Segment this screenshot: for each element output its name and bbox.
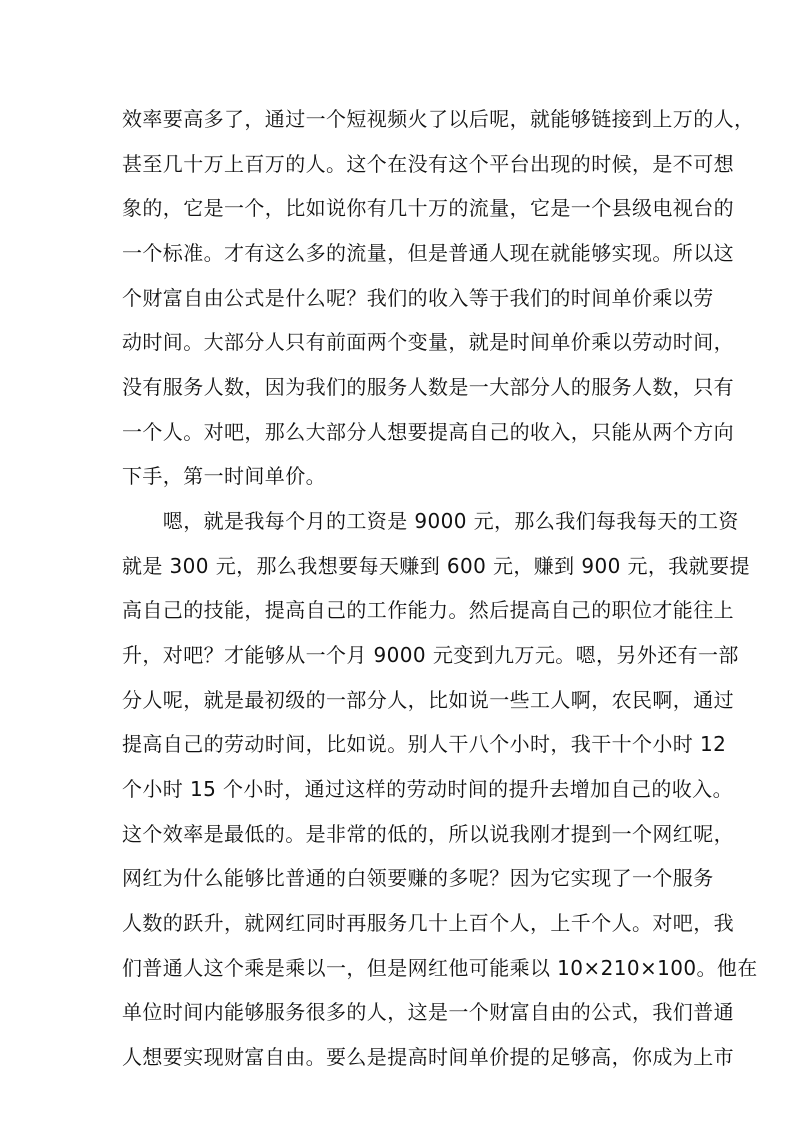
text-line: 一个标准。才有这么多的流量，但是普通人现在就能够实现。所以这 — [122, 241, 734, 265]
text-line: 动时间。大部分人只有前面两个变量，就是时间单价乘以劳动时间， — [122, 330, 734, 354]
text-line: 单位时间内能够服务很多的人，这是一个财富自由的公式，我们普通 — [122, 1000, 734, 1024]
text-line: 就是 300 元，那么我想要每天赚到 600 元，赚到 900 元，我就要提 — [122, 554, 750, 578]
text-line: 人想要实现财富自由。要么是提高时间单价提的足够高，你成为上市 — [122, 1045, 734, 1069]
text-line: 象的，它是一个，比如说你有几十万的流量，它是一个县级电视台的 — [122, 196, 734, 220]
text-line: 这个效率是最低的。是非常的低的，所以说我刚才提到一个网红呢， — [122, 822, 734, 846]
text-line: 们普通人这个乘是乘以一，但是网红他可能乘以 10×210×100。他在 — [122, 956, 758, 980]
text-line: 网红为什么能够比普通的白领要赚的多呢？因为它实现了一个服务 — [122, 866, 714, 890]
text-line: 没有服务人数，因为我们的服务人数是一大部分人的服务人数，只有 — [122, 375, 734, 399]
text-line: 效率要高多了，通过一个短视频火了以后呢，就能够链接到上万的人， — [122, 107, 755, 131]
text-line: 个财富自由公式是什么呢？我们的收入等于我们的时间单价乘以劳 — [122, 286, 714, 310]
text-line: 一个人。对吧，那么大部分人想要提高自己的收入，只能从两个方向 — [122, 420, 734, 444]
text-line: 升，对吧？才能够从一个月 9000 元变到九万元。嗯，另外还有一部 — [122, 643, 739, 667]
text-line: 分人呢，就是最初级的一部分人，比如说一些工人啊，农民啊，通过 — [122, 688, 734, 712]
text-line: 个小时 15 个小时，通过这样的劳动时间的提升去增加自己的收入。 — [122, 777, 733, 801]
text-line: 甚至几十万上百万的人。这个在没有这个平台出现的时候，是不可想 — [122, 152, 734, 176]
text-line: 嗯，就是我每个月的工资是 9000 元，那么我们每我每天的工资 — [122, 509, 739, 533]
text-line: 人数的跃升，就网红同时再服务几十上百个人，上千个人。对吧，我 — [122, 911, 734, 935]
text-line: 高自己的技能，提高自己的工作能力。然后提高自己的职位才能往上 — [122, 598, 734, 622]
text-line: 提高自己的劳动时间，比如说。别人干八个小时，我干十个小时 12 — [122, 732, 727, 756]
text-line: 下手，第一时间单价。 — [122, 464, 326, 488]
